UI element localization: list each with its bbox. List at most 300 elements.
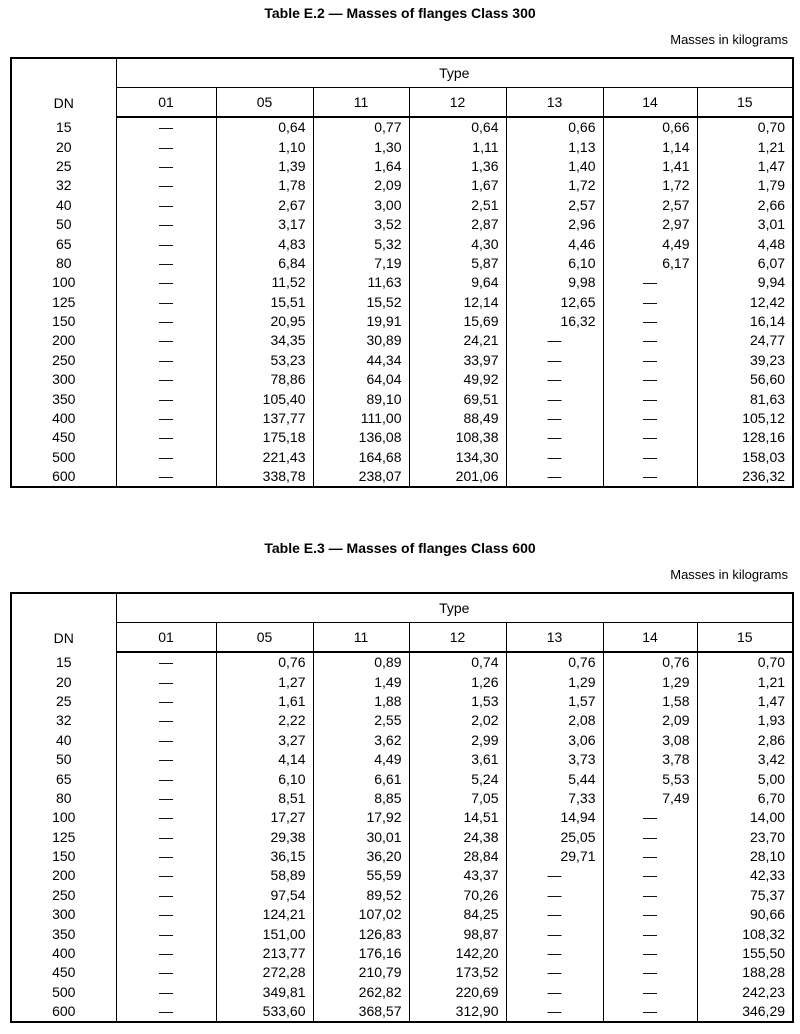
- mass-cell: 220,69: [409, 983, 506, 1002]
- mass-cell: 2,55: [313, 711, 409, 730]
- dn-cell: 65: [55, 235, 72, 252]
- mass-cell: 346,29: [697, 1002, 793, 1022]
- mass-cell: 5,87: [409, 254, 506, 273]
- mass-cell: 134,30: [409, 448, 506, 467]
- table-row: [11, 828, 793, 847]
- mass-cell: —: [603, 866, 697, 885]
- mass-cell: 7,33: [506, 789, 603, 808]
- table-row: [11, 711, 793, 730]
- mass-cell: 69,51: [409, 389, 506, 408]
- table-row: [11, 731, 793, 750]
- mass-cell: 2,02: [409, 711, 506, 730]
- mass-cell: 0,70: [697, 652, 793, 672]
- mass-cell: 221,43: [216, 448, 313, 467]
- mass-cell: 349,81: [216, 983, 313, 1002]
- dn-cell: 250: [52, 886, 76, 903]
- table-row: [11, 293, 793, 312]
- mass-cell: 4,49: [313, 750, 409, 769]
- mass-cell: 98,87: [409, 924, 506, 943]
- mass-cell: 9,94: [697, 273, 793, 292]
- mass-cell: 36,15: [216, 847, 313, 866]
- mass-cell: 43,37: [409, 866, 506, 885]
- mass-cell: 9,98: [506, 273, 603, 292]
- table-row: [11, 389, 793, 408]
- mass-cell: 111,00: [313, 409, 409, 428]
- mass-cell: —: [116, 428, 216, 447]
- mass-cell: 5,00: [697, 769, 793, 788]
- mass-cell: 2,57: [506, 196, 603, 215]
- mass-cell: 151,00: [216, 924, 313, 943]
- mass-cell: —: [603, 409, 697, 428]
- units-note: Masses in kilograms: [670, 32, 788, 47]
- mass-cell: 5,24: [409, 769, 506, 788]
- mass-cell: 89,10: [313, 389, 409, 408]
- mass-cell: 3,42: [697, 750, 793, 769]
- mass-cell: 1,93: [697, 711, 793, 730]
- dn-cell: 20: [55, 138, 72, 155]
- mass-cell: 11,63: [313, 273, 409, 292]
- dn-cell: 600: [52, 468, 76, 485]
- mass-cell: 0,66: [506, 117, 603, 137]
- table-row: [11, 983, 793, 1002]
- column-header: 15: [697, 623, 793, 653]
- mass-cell: —: [116, 924, 216, 943]
- mass-cell: —: [116, 293, 216, 312]
- mass-cell: 55,59: [313, 866, 409, 885]
- mass-cell: 3,73: [506, 750, 603, 769]
- mass-cell: 1,40: [506, 157, 603, 176]
- column-header: 14: [603, 623, 697, 653]
- mass-cell: —: [116, 117, 216, 137]
- mass-cell: 2,66: [697, 196, 793, 215]
- mass-cell: —: [116, 866, 216, 885]
- mass-cell: 36,20: [313, 847, 409, 866]
- mass-cell: —: [116, 692, 216, 711]
- dn-cell: 65: [55, 770, 72, 787]
- dn-cell: 100: [52, 274, 76, 291]
- mass-cell: 272,28: [216, 963, 313, 982]
- mass-cell: 1,61: [216, 692, 313, 711]
- mass-cell: 0,89: [313, 652, 409, 672]
- dn-cell: 150: [52, 313, 76, 330]
- table-row: [11, 467, 793, 487]
- mass-cell: 24,21: [409, 331, 506, 350]
- column-header: 14: [603, 88, 697, 118]
- column-header: 01: [116, 623, 216, 653]
- mass-cell: 24,38: [409, 828, 506, 847]
- table-row: [11, 866, 793, 885]
- mass-cell: 28,10: [697, 847, 793, 866]
- column-header: 12: [409, 623, 506, 653]
- mass-cell: —: [116, 215, 216, 234]
- mass-cell: —: [506, 905, 603, 924]
- mass-cell: 34,35: [216, 331, 313, 350]
- mass-cell: —: [116, 847, 216, 866]
- mass-cell: 128,16: [697, 428, 793, 447]
- dn-cell: 32: [55, 177, 72, 194]
- table-row: [11, 234, 793, 253]
- mass-cell: 5,44: [506, 769, 603, 788]
- mass-cell: 4,48: [697, 234, 793, 253]
- mass-cell: 210,79: [313, 963, 409, 982]
- mass-cell: 1,26: [409, 672, 506, 691]
- mass-cell: —: [603, 983, 697, 1002]
- mass-cell: 81,63: [697, 389, 793, 408]
- mass-cell: 108,32: [697, 924, 793, 943]
- mass-cell: 4,30: [409, 234, 506, 253]
- table-row: [11, 176, 793, 195]
- mass-cell: 6,70: [697, 789, 793, 808]
- mass-cell: 56,60: [697, 370, 793, 389]
- mass-cell: 1,36: [409, 157, 506, 176]
- mass-cell: 6,07: [697, 254, 793, 273]
- mass-cell: —: [603, 808, 697, 827]
- mass-cell: 5,53: [603, 769, 697, 788]
- mass-cell: 158,03: [697, 448, 793, 467]
- mass-cell: 11,52: [216, 273, 313, 292]
- mass-cell: 164,68: [313, 448, 409, 467]
- mass-cell: 4,14: [216, 750, 313, 769]
- mass-cell: 124,21: [216, 905, 313, 924]
- mass-cell: 1,64: [313, 157, 409, 176]
- dn-cell: 125: [52, 293, 76, 310]
- mass-cell: 16,32: [506, 312, 603, 331]
- mass-cell: 44,34: [313, 351, 409, 370]
- mass-cell: —: [116, 905, 216, 924]
- mass-cell: 2,51: [409, 196, 506, 215]
- mass-cell: —: [603, 331, 697, 350]
- mass-cell: 533,60: [216, 1002, 313, 1022]
- table-row: [11, 351, 793, 370]
- mass-table-class-300: [10, 57, 794, 488]
- mass-cell: 90,66: [697, 905, 793, 924]
- mass-cell: 338,78: [216, 467, 313, 487]
- table-row: [11, 370, 793, 389]
- mass-cell: 14,94: [506, 808, 603, 827]
- mass-cell: 0,70: [697, 117, 793, 137]
- mass-cell: 1,47: [697, 692, 793, 711]
- dn-cell: 450: [52, 429, 76, 446]
- dn-cell: 300: [52, 371, 76, 388]
- mass-cell: 97,54: [216, 886, 313, 905]
- table-row: [11, 808, 793, 827]
- mass-cell: —: [116, 828, 216, 847]
- dn-header: DN: [11, 593, 116, 652]
- mass-cell: 1,58: [603, 692, 697, 711]
- mass-cell: —: [603, 351, 697, 370]
- dn-cell: 350: [52, 925, 76, 942]
- dn-cell: 600: [52, 1003, 76, 1020]
- mass-cell: —: [603, 312, 697, 331]
- mass-cell: 1,11: [409, 137, 506, 156]
- table-row: [11, 312, 793, 331]
- mass-cell: 12,65: [506, 293, 603, 312]
- mass-cell: 1,67: [409, 176, 506, 195]
- mass-cell: 15,69: [409, 312, 506, 331]
- mass-cell: —: [116, 652, 216, 672]
- mass-cell: 0,77: [313, 117, 409, 137]
- mass-cell: 16,14: [697, 312, 793, 331]
- mass-cell: —: [116, 448, 216, 467]
- table-row: [11, 886, 793, 905]
- mass-cell: 7,49: [603, 789, 697, 808]
- mass-cell: 1,14: [603, 137, 697, 156]
- type-header: Type: [116, 58, 793, 88]
- mass-cell: 15,52: [313, 293, 409, 312]
- mass-cell: —: [116, 672, 216, 691]
- mass-cell: 89,52: [313, 886, 409, 905]
- table-row: [11, 769, 793, 788]
- dn-cell: 20: [55, 673, 72, 690]
- dn-cell: 15: [55, 118, 72, 135]
- table-row: [11, 652, 793, 672]
- dn-cell: 80: [55, 254, 72, 271]
- mass-cell: 3,78: [603, 750, 697, 769]
- mass-cell: —: [116, 731, 216, 750]
- mass-cell: 25,05: [506, 828, 603, 847]
- table-row: [11, 448, 793, 467]
- mass-cell: 242,23: [697, 983, 793, 1002]
- mass-cell: 29,71: [506, 847, 603, 866]
- mass-cell: 0,64: [216, 117, 313, 137]
- dn-cell: 50: [55, 751, 72, 768]
- table-row: [11, 905, 793, 924]
- mass-cell: 75,37: [697, 886, 793, 905]
- mass-cell: 137,77: [216, 409, 313, 428]
- mass-cell: —: [116, 983, 216, 1002]
- mass-cell: 213,77: [216, 944, 313, 963]
- mass-cell: 1,53: [409, 692, 506, 711]
- mass-cell: 3,06: [506, 731, 603, 750]
- mass-cell: 201,06: [409, 467, 506, 487]
- dn-cell: 400: [52, 410, 76, 427]
- mass-cell: 6,61: [313, 769, 409, 788]
- mass-cell: 1,10: [216, 137, 313, 156]
- mass-cell: 0,64: [409, 117, 506, 137]
- dn-cell: 80: [55, 789, 72, 806]
- mass-cell: 2,09: [603, 711, 697, 730]
- mass-cell: 368,57: [313, 1002, 409, 1022]
- mass-cell: 3,52: [313, 215, 409, 234]
- mass-cell: 5,32: [313, 234, 409, 253]
- mass-cell: —: [603, 886, 697, 905]
- table-row: [11, 157, 793, 176]
- mass-cell: —: [506, 331, 603, 350]
- mass-cell: 88,49: [409, 409, 506, 428]
- dn-cell: 25: [55, 157, 72, 174]
- mass-cell: 2,09: [313, 176, 409, 195]
- mass-cell: 2,22: [216, 711, 313, 730]
- table-title: Table E.3 — Masses of flanges Class 600: [264, 540, 536, 556]
- mass-cell: —: [603, 448, 697, 467]
- column-header: 13: [506, 623, 603, 653]
- mass-cell: 42,33: [697, 866, 793, 885]
- mass-cell: —: [116, 351, 216, 370]
- mass-cell: 108,38: [409, 428, 506, 447]
- mass-cell: 0,76: [216, 652, 313, 672]
- mass-cell: 14,51: [409, 808, 506, 827]
- mass-cell: —: [116, 273, 216, 292]
- table-row: [11, 409, 793, 428]
- mass-cell: 3,17: [216, 215, 313, 234]
- mass-cell: 176,16: [313, 944, 409, 963]
- table-row: [11, 789, 793, 808]
- mass-cell: 238,07: [313, 467, 409, 487]
- mass-cell: 29,38: [216, 828, 313, 847]
- mass-cell: —: [603, 370, 697, 389]
- mass-cell: —: [506, 1002, 603, 1022]
- column-header: 11: [313, 88, 409, 118]
- mass-cell: 20,95: [216, 312, 313, 331]
- mass-cell: 3,01: [697, 215, 793, 234]
- dn-cell: 200: [52, 867, 76, 884]
- mass-cell: —: [116, 331, 216, 350]
- mass-cell: 2,96: [506, 215, 603, 234]
- mass-cell: 3,08: [603, 731, 697, 750]
- mass-cell: 14,00: [697, 808, 793, 827]
- mass-cell: 24,77: [697, 331, 793, 350]
- mass-cell: 1,79: [697, 176, 793, 195]
- mass-cell: —: [603, 963, 697, 982]
- table-row: [11, 750, 793, 769]
- mass-cell: 175,18: [216, 428, 313, 447]
- mass-cell: —: [116, 1002, 216, 1022]
- dn-cell: 40: [55, 731, 72, 748]
- mass-cell: 2,08: [506, 711, 603, 730]
- mass-cell: 23,70: [697, 828, 793, 847]
- mass-cell: —: [506, 448, 603, 467]
- mass-cell: 3,27: [216, 731, 313, 750]
- mass-cell: 1,27: [216, 672, 313, 691]
- mass-cell: 2,67: [216, 196, 313, 215]
- mass-cell: 6,10: [506, 254, 603, 273]
- dn-cell: 32: [55, 712, 72, 729]
- mass-cell: —: [116, 254, 216, 273]
- table-row: [11, 672, 793, 691]
- mass-cell: 1,49: [313, 672, 409, 691]
- mass-cell: 2,86: [697, 731, 793, 750]
- mass-cell: —: [603, 847, 697, 866]
- mass-cell: 6,17: [603, 254, 697, 273]
- mass-cell: 70,26: [409, 886, 506, 905]
- column-header: 05: [216, 88, 313, 118]
- mass-cell: 30,89: [313, 331, 409, 350]
- dn-cell: 450: [52, 964, 76, 981]
- mass-cell: 39,23: [697, 351, 793, 370]
- mass-cell: 126,83: [313, 924, 409, 943]
- mass-cell: —: [603, 1002, 697, 1022]
- mass-cell: 0,74: [409, 652, 506, 672]
- table-title: Table E.2 — Masses of flanges Class 300: [264, 5, 536, 21]
- mass-cell: 2,99: [409, 731, 506, 750]
- mass-cell: 7,05: [409, 789, 506, 808]
- mass-cell: —: [506, 370, 603, 389]
- mass-cell: —: [116, 196, 216, 215]
- table-row: [11, 924, 793, 943]
- mass-cell: —: [116, 467, 216, 487]
- dn-cell: 40: [55, 196, 72, 213]
- mass-cell: 136,08: [313, 428, 409, 447]
- mass-cell: 262,82: [313, 983, 409, 1002]
- mass-cell: —: [116, 157, 216, 176]
- dn-cell: 125: [52, 828, 76, 845]
- mass-cell: —: [116, 312, 216, 331]
- mass-cell: —: [116, 234, 216, 253]
- mass-cell: —: [116, 750, 216, 769]
- mass-cell: 155,50: [697, 944, 793, 963]
- dn-cell: 400: [52, 945, 76, 962]
- mass-cell: —: [603, 428, 697, 447]
- table-row: [11, 428, 793, 447]
- column-header: 13: [506, 88, 603, 118]
- mass-cell: 188,28: [697, 963, 793, 982]
- mass-cell: 105,40: [216, 389, 313, 408]
- mass-cell: 173,52: [409, 963, 506, 982]
- mass-cell: 1,72: [603, 176, 697, 195]
- table-row: [11, 215, 793, 234]
- type-header: Type: [116, 593, 793, 623]
- dn-cell: 300: [52, 906, 76, 923]
- mass-cell: —: [506, 467, 603, 487]
- mass-cell: —: [506, 389, 603, 408]
- mass-cell: 30,01: [313, 828, 409, 847]
- table-row: [11, 944, 793, 963]
- table-row: [11, 331, 793, 350]
- mass-cell: 3,00: [313, 196, 409, 215]
- mass-cell: 7,19: [313, 254, 409, 273]
- mass-cell: 1,72: [506, 176, 603, 195]
- mass-cell: 2,97: [603, 215, 697, 234]
- mass-cell: 3,61: [409, 750, 506, 769]
- mass-cell: —: [603, 273, 697, 292]
- mass-cell: —: [603, 828, 697, 847]
- mass-cell: 1,41: [603, 157, 697, 176]
- mass-cell: 1,78: [216, 176, 313, 195]
- mass-cell: —: [116, 176, 216, 195]
- mass-cell: 12,42: [697, 293, 793, 312]
- mass-cell: —: [603, 389, 697, 408]
- mass-cell: 0,76: [603, 652, 697, 672]
- dn-cell: 25: [55, 692, 72, 709]
- mass-cell: 19,91: [313, 312, 409, 331]
- mass-cell: —: [116, 789, 216, 808]
- mass-cell: 3,62: [313, 731, 409, 750]
- mass-cell: 84,25: [409, 905, 506, 924]
- mass-table-class-600: [10, 592, 794, 1023]
- mass-cell: 1,30: [313, 137, 409, 156]
- mass-cell: 312,90: [409, 1002, 506, 1022]
- mass-cell: —: [506, 924, 603, 943]
- mass-cell: —: [506, 866, 603, 885]
- mass-cell: —: [116, 389, 216, 408]
- mass-cell: 12,14: [409, 293, 506, 312]
- mass-cell: —: [603, 293, 697, 312]
- mass-cell: 142,20: [409, 944, 506, 963]
- dn-cell: 150: [52, 848, 76, 865]
- column-header: 15: [697, 88, 793, 118]
- column-header: 05: [216, 623, 313, 653]
- mass-cell: 1,47: [697, 157, 793, 176]
- mass-cell: 1,57: [506, 692, 603, 711]
- mass-cell: 49,92: [409, 370, 506, 389]
- mass-cell: 2,87: [409, 215, 506, 234]
- mass-cell: —: [506, 886, 603, 905]
- mass-cell: 8,51: [216, 789, 313, 808]
- mass-cell: —: [506, 409, 603, 428]
- mass-cell: —: [506, 944, 603, 963]
- mass-cell: 2,57: [603, 196, 697, 215]
- mass-cell: 17,92: [313, 808, 409, 827]
